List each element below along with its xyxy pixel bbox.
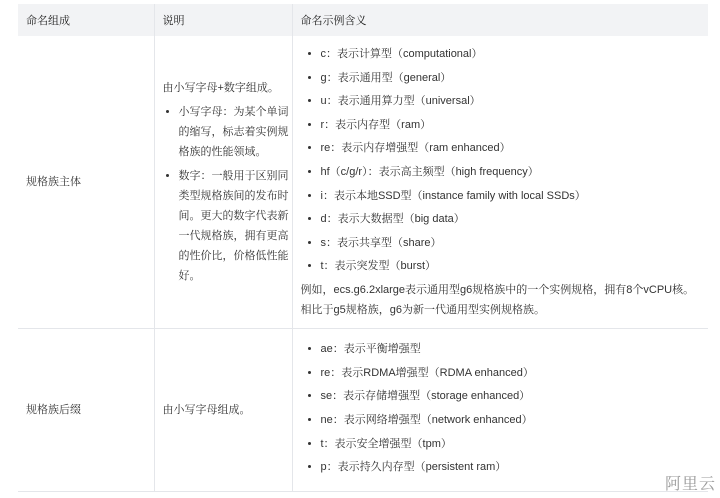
example-item: • c：表示计算型（computational） <box>321 44 709 64</box>
example-item: • r：表示内存型（ram） <box>321 115 709 135</box>
example-item: • g：表示通用型（general） <box>321 68 709 88</box>
example-item: • i：表示本地SSD型（instance family with local SSDs） <box>321 186 709 206</box>
header-example-meaning: 命名示例含义 <box>292 4 708 36</box>
header-naming-component: 命名组成 <box>18 4 154 36</box>
example-item: • re：表示内存增强型（ram enhanced） <box>321 138 709 158</box>
table-header-row <box>18 4 708 36</box>
description-intro: 由小写字母组成。 <box>162 404 251 416</box>
table-row <box>18 329 708 492</box>
example-item: • p：表示持久内存型（persistent ram） <box>321 457 709 477</box>
row-name-family-body: 规格族主体 <box>18 36 154 329</box>
description-item: • 小写字母：为某个单词的缩写，标志着实例规格族的性能领域。 <box>179 102 292 162</box>
example-list <box>301 339 709 477</box>
row-examples <box>292 36 708 329</box>
example-item: • s：表示共享型（share） <box>321 233 709 253</box>
example-item: • re：表示RDMA增强型（RDMA enhanced） <box>321 363 709 383</box>
description-item: • 数字：一般用于区别同类型规格族间的发布时间。更大的数字代表新一代规格族，拥有更高的性价比，价格低性能好。 <box>179 166 292 286</box>
example-item: • ne：表示网络增强型（network enhanced） <box>321 410 709 430</box>
example-item: • u：表示通用算力型（universal） <box>321 91 709 111</box>
row-description <box>154 36 292 329</box>
example-item: • d：表示大数据型（big data） <box>321 209 709 229</box>
example-item: • ae：表示平衡增强型 <box>321 339 709 359</box>
description-list <box>163 102 292 286</box>
description-intro: 由小写字母+数字组成。 <box>162 82 279 94</box>
row-description <box>154 329 292 492</box>
table-row <box>18 36 708 329</box>
header-description: 说明 <box>154 4 292 36</box>
example-item: • hf（c/g/r）：表示高主频型（high frequency） <box>321 162 709 182</box>
example-list <box>301 44 709 276</box>
example-note: 例如，ecs.g6.2xlarge表示通用型g6规格族中的一个实例规格，拥有8个vCPU核。相比于g5规格族，g6为新一代通用型实例规格族。 <box>300 283 695 316</box>
naming-table <box>18 4 708 492</box>
row-name-family-suffix: 规格族后缀 <box>18 329 154 492</box>
row-examples <box>292 329 708 492</box>
example-item: • se：表示存储增强型（storage enhanced） <box>321 386 709 406</box>
watermark-logo: 阿里云 <box>664 476 716 493</box>
example-item: • t：表示安全增强型（tpm） <box>321 434 709 454</box>
example-item: • t：表示突发型（burst） <box>321 256 709 276</box>
